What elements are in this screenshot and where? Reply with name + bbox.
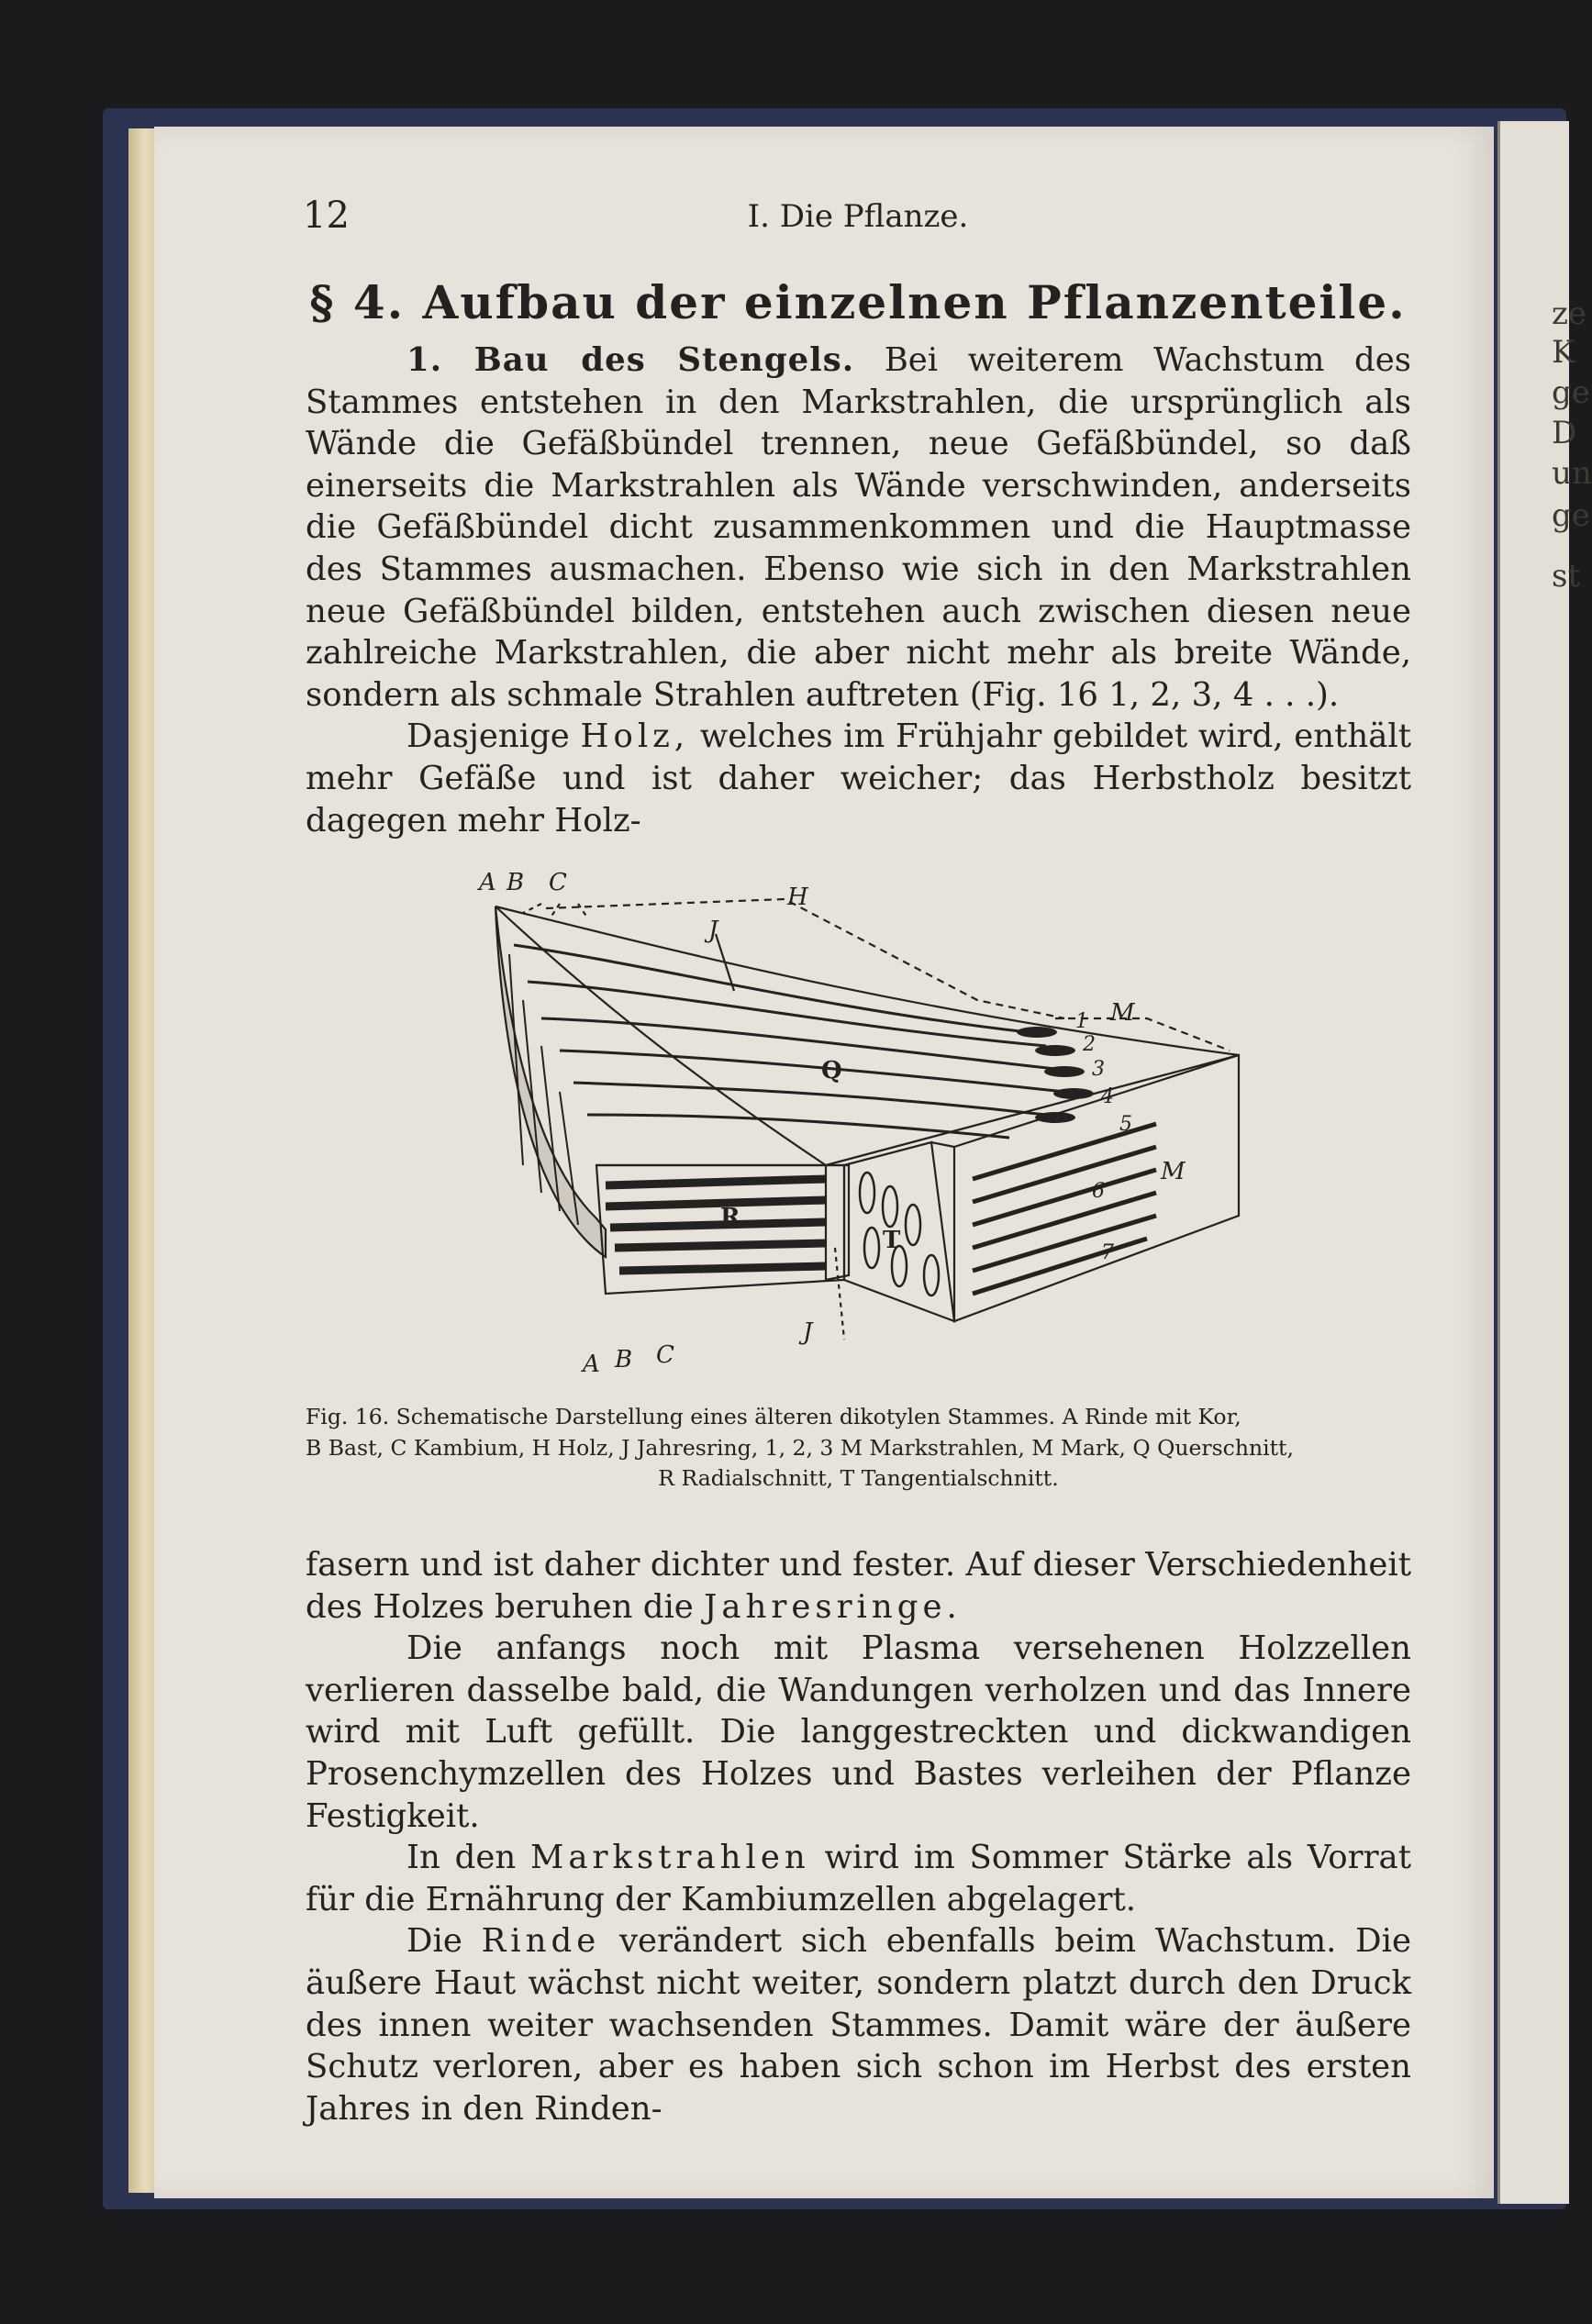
label-m-face: M	[1161, 1158, 1186, 1185]
tangential-ellipse	[864, 1228, 879, 1268]
paragraph-text: In den	[406, 1839, 517, 1877]
radial-band	[619, 1266, 826, 1271]
page-edges	[128, 128, 156, 2193]
figure-caption	[306, 1402, 1411, 1495]
paragraph	[306, 1544, 1411, 1628]
next-page-fragment: ge	[1552, 497, 1590, 534]
emphasis-term: Markstrahlen	[530, 1839, 810, 1877]
caption-line: R Radialschnitt, T Tangentialschnitt.	[658, 1465, 1059, 1491]
paragraph	[306, 339, 1411, 716]
tangential-ellipse	[860, 1173, 874, 1213]
vessel-ellipse	[1053, 1088, 1094, 1099]
label-t: T	[883, 1227, 901, 1254]
section-heading: § 4. Aufbau der einzelnen Pflanzenteile.	[309, 275, 1407, 329]
label-ray-6: 6	[1092, 1180, 1105, 1203]
next-page-strip	[1497, 121, 1592, 2204]
label-ray-1: 1	[1075, 1010, 1088, 1033]
next-page-fragment: st	[1552, 558, 1581, 595]
label-ray-5: 5	[1119, 1113, 1132, 1136]
label-c-top: C	[549, 869, 567, 896]
radial-band	[610, 1222, 826, 1228]
next-page-fragment: ge	[1552, 374, 1590, 411]
ray-line	[528, 982, 1046, 1046]
bark-face	[495, 906, 606, 1257]
next-page-fragment: D	[1552, 415, 1577, 451]
page-number: 12	[303, 195, 350, 237]
label-c-bottom: C	[656, 1341, 674, 1369]
stem-diagram	[459, 862, 1266, 1385]
paragraph: Die anfangs noch mit Plasma versehenen Holzzellen verlieren dasselbe bald, die Wandungen verholzen und das Innere wird mit Luft gefüllt. Die langgestreckten und dickwandigen Prosenchymzellen des Holzes und Bastes verleihen der Pflanze Festigkeit.	[306, 1629, 1411, 1835]
label-ray-7: 7	[1101, 1241, 1114, 1264]
paragraph	[306, 716, 1411, 841]
paragraph	[306, 1837, 1411, 1920]
running-title: I. Die Pflanze.	[747, 198, 969, 235]
label-q: Q	[821, 1057, 842, 1084]
label-r: R	[720, 1204, 740, 1231]
leader-h	[546, 899, 1064, 1018]
emphasis-term: Rinde	[481, 1922, 601, 1961]
running-head	[303, 195, 1413, 246]
figure-16	[459, 862, 1266, 1385]
radial-band	[606, 1179, 826, 1185]
emphasis-term: Holz,	[580, 717, 690, 756]
label-j-top: J	[708, 917, 718, 944]
next-page-fragment: ze	[1552, 295, 1587, 332]
vessel-ellipse	[1017, 1027, 1057, 1038]
next-page-fragment: K	[1552, 334, 1575, 371]
caption-line: Fig. 16. Schematische Darstellung eines älteren dikotylen Stammes. A Rinde mit Kor,	[306, 1404, 1241, 1429]
label-b-top: B	[507, 869, 525, 896]
label-ray-3: 3	[1092, 1058, 1105, 1081]
right-band	[973, 1170, 1156, 1225]
subsection-heading: 1. Bau des Stengels.	[406, 341, 855, 379]
ray-line	[573, 1083, 1046, 1115]
label-h: H	[787, 884, 808, 911]
label-a-bottom: A	[583, 1351, 600, 1378]
paragraph	[306, 1920, 1411, 2129]
next-page-fragment: un	[1552, 455, 1592, 492]
paragraph-text: wird im Sommer Stärke als Vorrat für die Ernährung der Kambiumzellen abgelagert.	[306, 1839, 1411, 1918]
paragraph-text: fasern und ist daher dichter und fester. Auf dieser Verschiedenheit des Holzes beruhen die	[306, 1546, 1411, 1626]
paragraph-text: welches im Frühjahr gebildet wird, enthält mehr Gefäße und ist daher weicher; das Herbstholz besitzt dagegen mehr Holz-	[306, 717, 1411, 840]
paragraph-text: Bei weiterem Wachstum des Stammes entstehen in den Markstrahlen, die ursprünglich als Wände die Gefäßbündel trennen, neue Gefäßbündel, so daß einerseits die Markstrahlen als Wände verschwinden, anderseits die Gefäßbündel dicht zusammenkommen und die Hauptmasse des Stammes ausmachen. Ebenso wie sich in den Markstrahlen neue Gefäßbündel bilden, entstehen auch zwischen diesen neue zahlreiche Markstrahlen, die aber nicht mehr als breite Wände, sondern als schmale Strahlen auftreten (Fig. 16 1, 2, 3, 4 . . .).	[306, 341, 1411, 714]
leader-j2	[835, 1248, 844, 1340]
bottom-text-block	[306, 1544, 1411, 2129]
label-ray-4: 4	[1101, 1085, 1114, 1108]
label-m-dash: M	[1110, 999, 1135, 1027]
depth-line	[931, 1142, 954, 1147]
label-j-bottom: J	[803, 1318, 813, 1346]
radial-band	[606, 1200, 826, 1206]
paragraph-text: Dasjenige	[406, 717, 570, 756]
tangential-ellipse	[906, 1205, 920, 1245]
label-ray-2: 2	[1083, 1033, 1096, 1056]
emphasis-term: Jahresringe.	[704, 1587, 962, 1626]
tangential-ellipse	[924, 1255, 939, 1295]
right-band	[973, 1193, 1156, 1248]
paragraph-text: verändert sich ebenfalls beim Wachstum. Die äußere Haut wächst nicht weiter, sondern platzt durch den Druck des innen weiter wachsenden Stammes. Damit wäre der äußere Schutz verloren, aber es haben sich schon im Herbst des ersten Jahres in den Rinden-	[306, 1922, 1411, 2128]
tangential-ellipse	[883, 1186, 897, 1227]
top-text-block	[306, 339, 1411, 841]
vessel-ellipse	[1035, 1045, 1075, 1056]
right-band	[973, 1147, 1156, 1202]
caption-line: B Bast, C Kambium, H Holz, J Jahresring, 1, 2, 3 M Markstrahlen, M Mark, Q Querschnitt,	[306, 1434, 1294, 1461]
vessel-ellipse	[1044, 1066, 1085, 1077]
label-b-bottom: B	[615, 1346, 633, 1373]
radial-band	[615, 1243, 826, 1248]
ray-line	[587, 1115, 1009, 1138]
paragraph-text: Die	[406, 1922, 462, 1961]
label-a-top: A	[479, 869, 496, 896]
vessel-ellipse	[1035, 1112, 1075, 1123]
